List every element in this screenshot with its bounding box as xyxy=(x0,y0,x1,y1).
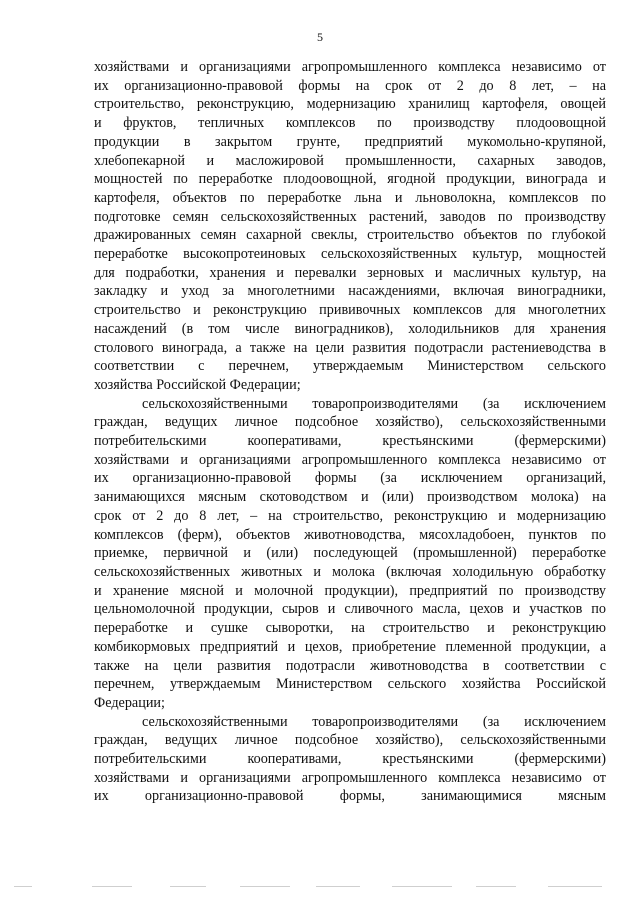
text-line: приемке, первичной и (или) последующей (промышленной) переработке xyxy=(94,545,606,562)
text-line: цельномолочной продукции, сыров и сливочного масла, цехов и участков по xyxy=(94,601,606,618)
text-line: и хранение мясной и молочной продукции), предприятий по производству xyxy=(94,582,606,599)
text-line: соответствии с перечнем, утверждаемым Министерством сельского xyxy=(94,358,606,375)
text-line: перечнем, утверждаемым Министерством сельского хозяйства Российской xyxy=(94,676,606,693)
scan-artifact xyxy=(92,886,132,887)
scan-artifact xyxy=(548,886,602,887)
text-line: сельскохозяйственными товаропроизводителями (за исключением xyxy=(142,395,606,412)
text-line: Федерации; xyxy=(94,694,165,711)
text-line: занимающихся мясным скотоводством и (или) производством молока) на xyxy=(94,489,606,506)
text-line: сельскохозяйственных животных и молока (включая холодильную обработку xyxy=(94,563,606,580)
text-line: граждан, ведущих личное подсобное хозяйство), сельскохозяйственными xyxy=(94,732,606,749)
scan-artifact xyxy=(240,886,290,887)
text-line: подготовке семян сельскохозяйственных растений, заводов по производству xyxy=(94,208,606,225)
text-line: столового винограда, а также на цели развития подотрасли растениеводства в xyxy=(94,339,606,356)
text-line: потребительскими кооперативами, крестьянскими (фермерскими) xyxy=(94,433,606,450)
text-line: хлебопекарной и масложировой промышленности, сахарных заводов, xyxy=(94,152,606,169)
scan-artifact xyxy=(170,886,206,887)
text-line: их организационно-правовой формы на срок от 2 до 8 лет, – на xyxy=(94,77,606,94)
text-line: дражированных семян сахарной свеклы, строительство объектов по глубокой xyxy=(94,227,606,244)
text-line: закладку и уход за многолетними насаждениями, включая виноградники, xyxy=(94,283,606,300)
text-line: для подработки, хранения и перевалки зерновых и масличных культур, на xyxy=(94,264,606,281)
text-line: срок от 2 до 8 лет, – на строительство, реконструкцию и модернизацию xyxy=(94,507,606,524)
text-line: переработке и сушке сыворотки, на строительство и реконструкцию xyxy=(94,620,606,637)
paragraph-meat-cattle xyxy=(94,713,606,807)
text-line: переработке высокопротеиновых сельскохозяйственных культур, мощностей xyxy=(94,246,606,263)
paragraph-crop-processing xyxy=(94,58,606,395)
text-line: также на цели развития подотрасли животноводства в соответствии с xyxy=(94,657,606,674)
text-line: картофеля, объектов по переработке льна и льноволокна, комплексов по xyxy=(94,189,606,206)
text-line: строительство, реконструкцию, модернизацию хранилищ картофеля, овощей xyxy=(94,96,606,113)
text-line: потребительскими кооперативами, крестьянскими (фермерскими) xyxy=(94,751,606,768)
page-number: 5 xyxy=(317,30,323,44)
scan-artifact-strip xyxy=(0,886,640,890)
text-line: их организационно-правовой формы, занимающимися мясным xyxy=(94,788,606,805)
scan-artifact xyxy=(14,886,32,887)
text-line: комбикормовых предприятий и цехов, приобретение племенной продукции, а xyxy=(94,638,606,655)
text-line: комплексов (ферм), объектов животноводства, мясохладобоен, пунктов по xyxy=(94,526,606,543)
text-line: сельскохозяйственными товаропроизводителями (за исключением xyxy=(142,713,606,730)
text-line: хозяйствами и организациями агропромышленного комплекса независимо от xyxy=(94,769,606,786)
text-line: строительство и реконструкцию прививочных комплексов для многолетних xyxy=(94,302,606,319)
document-body xyxy=(94,58,606,806)
text-line: продукции в закрытом грунте, предприятий мукомольно-крупяной, xyxy=(94,133,606,150)
text-line: и фруктов, тепличных комплексов по производству плодоовощной xyxy=(94,115,606,132)
text-line: мощностей по переработке плодоовощной, ягодной продукции, винограда и xyxy=(94,171,606,188)
scan-artifact xyxy=(392,886,452,887)
scan-artifact xyxy=(476,886,516,887)
text-line: их организационно-правовой формы (за исключением организаций, xyxy=(94,470,606,487)
text-line: насаждений (в том числе виноградников), холодильников для хранения xyxy=(94,320,606,337)
text-line: хозяйствами и организациями агропромышленного комплекса независимо от xyxy=(94,59,606,75)
scan-artifact xyxy=(316,886,360,887)
paragraph-livestock-processing xyxy=(94,395,606,713)
text-line: хозяйства Российской Федерации; xyxy=(94,376,301,393)
text-line: хозяйствами и организациями агропромышленного комплекса независимо от xyxy=(94,451,606,468)
text-line: граждан, ведущих личное подсобное хозяйство), сельскохозяйственными xyxy=(94,414,606,431)
